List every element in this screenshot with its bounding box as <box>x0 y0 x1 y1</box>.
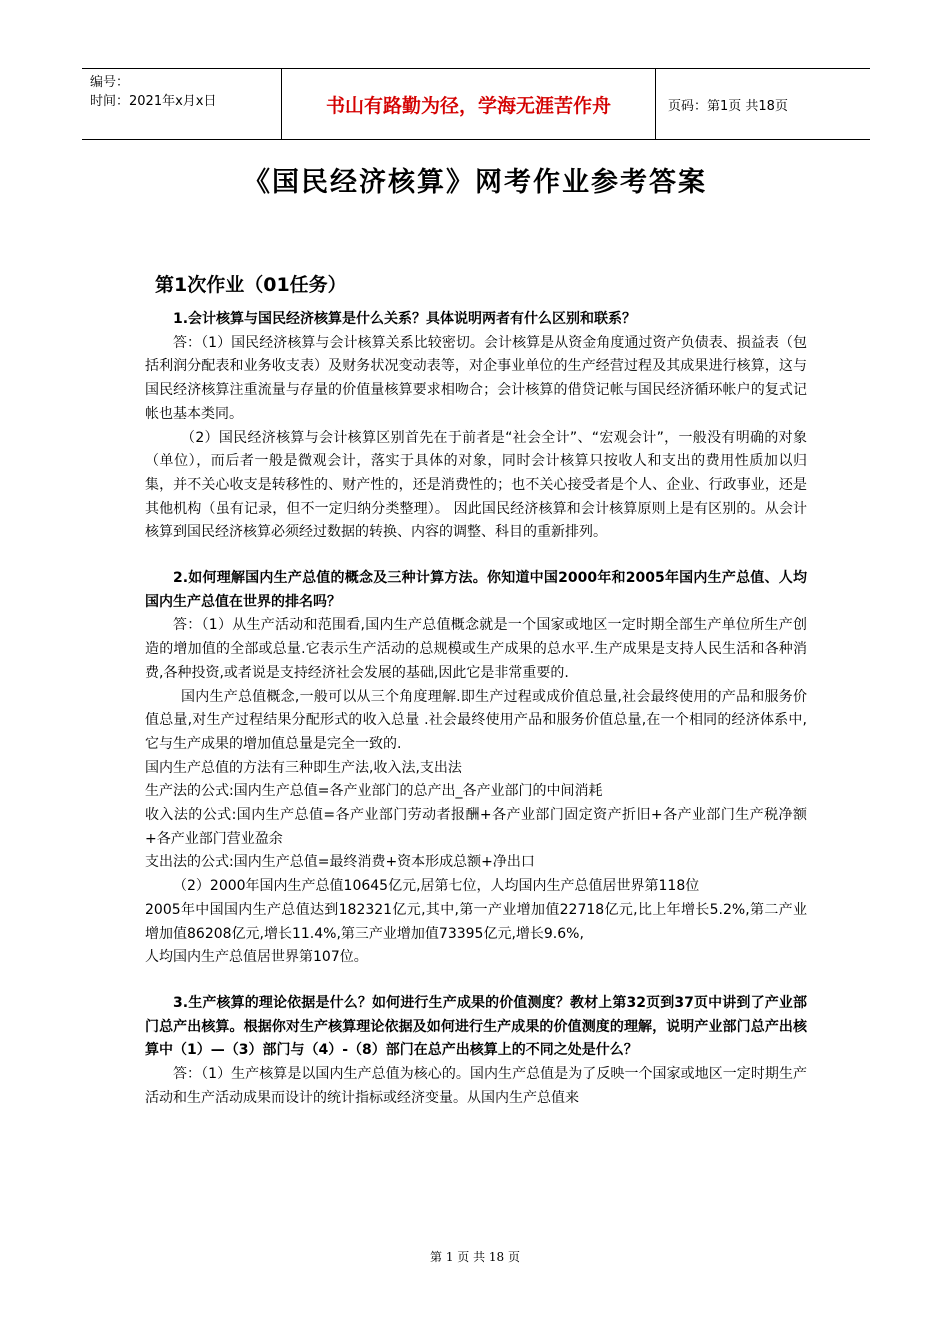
answer-2-rank-2000: （2）2000年国内生产总值10645亿元,居第七位，人均国内生产总值居世界第118位 <box>173 878 700 895</box>
section-title: 第1次作业（01任务） <box>155 274 347 296</box>
answer-2-income-formula: 收入法的公式:国内生产总值=各产业部门劳动者报酬+各产业部门固定资产折旧+各产业部门生产税净额+各产业部门营业盈余 <box>145 807 807 847</box>
question-2: 2.如何理解国内生产总值的概念及三种计算方法。你知道中国2000年和2005年国内生产总值、人均国内生产总值在世界的排名吗？ <box>145 570 807 610</box>
number-label: 编号： <box>90 75 130 90</box>
motto: 书山有路勤为径，学海无涯苦作舟 <box>282 68 656 140</box>
page-info: 页码：第1页 共18页 <box>656 68 870 140</box>
answer-2-rank-2005: 人均国内生产总值居世界第107位。 <box>145 949 368 966</box>
page-footer: 第 1 页 共 18 页 <box>430 1250 520 1264</box>
answer-1-part-2: （2）国民经济核算与会计核算区别首先在于前者是“社会全计”、“宏观会计”，一般没有明确的对象（单位），而后者一般是微观会计，落实于具体的对象，同时会计核算只按收人和支出的费用性质加以归集，并不关心收支是转移性的、财产性的，还是消费性的；也不关心接受者是个人、企业、行政事业，还是其他机构（虽有记录，但不一定归纳分类整理）。 因此国民经济核算和会计核算原则上是有区别的。从会计核算到国民经济核算必须经过数据的转换、内容的调整、科目的重新排列。 <box>145 429 807 541</box>
answer-2-methods: 国内生产总值的方法有三种即生产法,收入法,支出法 <box>145 759 462 776</box>
answer-2-gdp-2005: 2005年中国国内生产总值达到182321亿元,其中,第一产业增加值22718亿元,比上年增长5.2%,第二产业增加值86208亿元,增长11.4%,第三产业增加值73395亿元,增长9.6%, <box>145 901 807 942</box>
answer-1-part-1: 答：（1）国民经济核算与会计核算关系比较密切。会计核算是从资金角度通过资产负债表、损益表（包括利润分配表和业务收支表）及财务状况变动表等，对企事业单位的生产经营过程及其成果进行核算，这与国民经济核算注重流量与存量的价值量核算要求相吻合；会计核算的借贷记帐与国民经济循环帐户的复式记帐也基本类同。 <box>145 334 807 422</box>
answer-3-part-1: 答：（1）生产核算是以国内生产总值为核心的。国内生产总值是为了反映一个国家或地区一定时期生产活动和生产活动成果而设计的统计指标或经济变量。从国内生产总值来 <box>145 1066 807 1106</box>
answer-2-production-formula: 生产法的公式:国内生产总值=各产业部门的总产出_各产业部门的中间消耗 <box>145 783 603 800</box>
time-label: 时间：2021年x月x日 <box>90 94 217 109</box>
answer-2-part-1: 答：（1）从生产活动和范围看,国内生产总值概念就是一个国家或地区一定时期全部生产单位所生产创造的增加值的全部或总量.它表示生产活动的总规模或生产成果的总水平.生产成果是支持人民生活和各种消费,各种投资,或者说是支持经济社会发展的基础,因此它是非常重要的. <box>145 617 807 681</box>
question-3: 3.生产核算的理论依据是什么？如何进行生产成果的价值测度？教材上第32页到37页中讲到了产业部门总产出核算。根据你对生产核算理论依据及如何进行生产成果的价值测度的理解，说明产业部门总产出核算中（1）—（3）部门与（4）-（8）部门在总产出核算上的不同之处是什么？ <box>145 994 807 1059</box>
question-1: 1.会计核算与国民经济核算是什么关系？具体说明两者有什么区别和联系？ <box>173 311 637 327</box>
answer-2-expenditure-formula: 支出法的公式:国内生产总值=最终消费+资本形成总额+净出口 <box>145 854 535 871</box>
document-title: 《国民经济核算》网考作业参考答案 <box>243 167 707 198</box>
document-body <box>145 308 807 1111</box>
header-table <box>82 68 870 140</box>
answer-2-part-2: 国内生产总值概念,一般可以从三个角度理解.即生产过程或成价值总量,社会最终使用的产品和服务价值总量,对生产过程结果分配形式的收入总量 .社会最终使用产品和服务价值总量,在一个相同的经济体系中,它与生产成果的增加值总量是完全一致的. <box>145 688 807 752</box>
header-meta-cell <box>82 68 282 140</box>
